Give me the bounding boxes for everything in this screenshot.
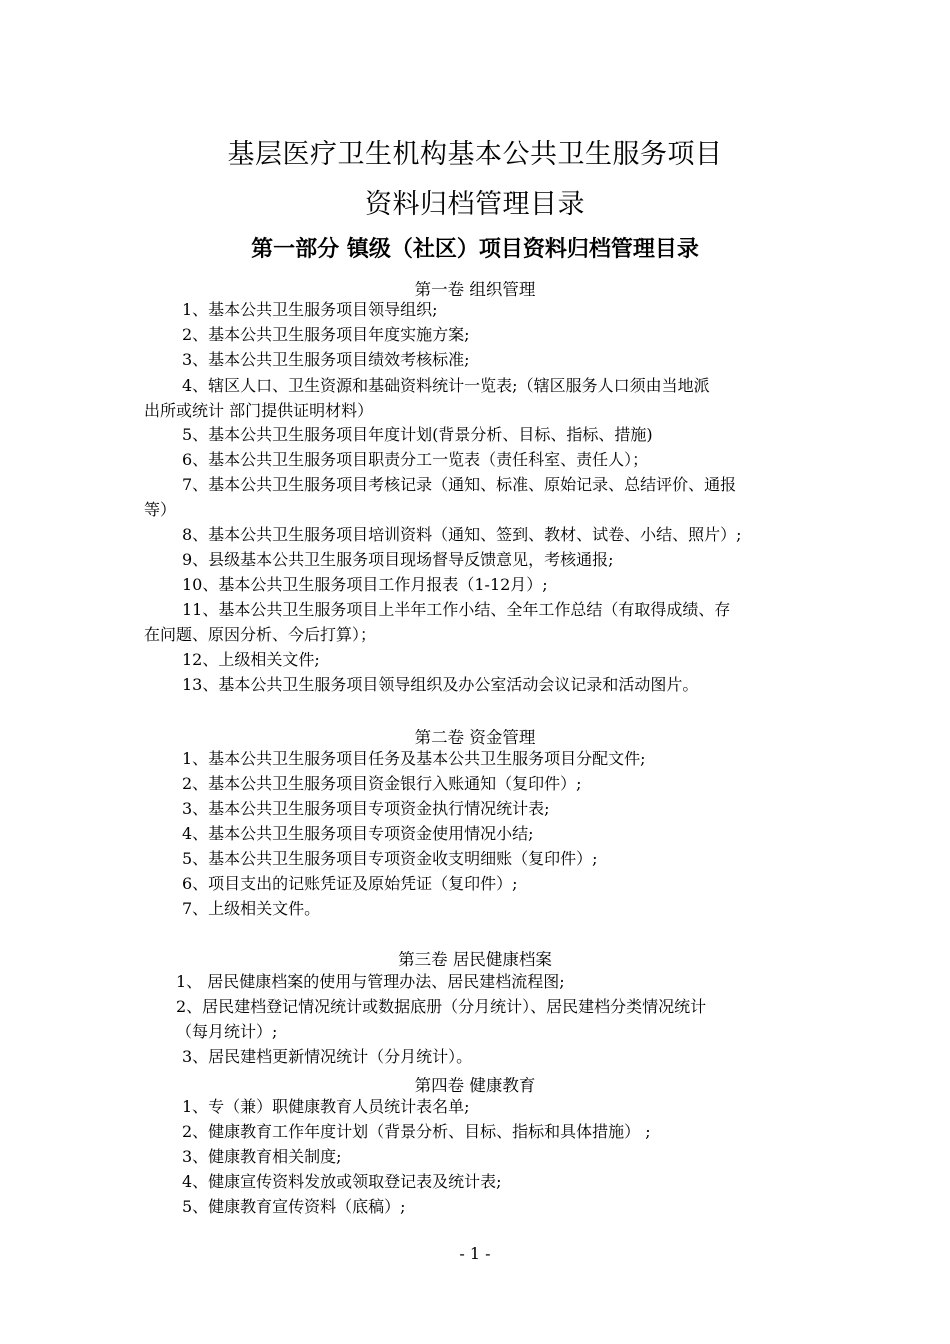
document-title-line2: 资料归档管理目录 — [365, 189, 585, 220]
volume-2-heading: 第二卷 资金管理 — [414, 728, 536, 747]
list-item: 12、上级相关文件; — [182, 650, 320, 669]
list-item: 1、基本公共卫生服务项目任务及基本公共卫生服务项目分配文件; — [182, 749, 646, 768]
list-item: 1、 居民健康档案的使用与管理办法、居民建档流程图; — [176, 972, 565, 991]
list-item: 10、基本公共卫生服务项目工作月报表（1-12月）; — [182, 575, 548, 594]
list-item: 7、基本公共卫生服务项目考核记录（通知、标准、原始记录、总结评价、通报 — [182, 475, 737, 494]
list-item: 3、基本公共卫生服务项目绩效考核标准; — [182, 350, 470, 369]
list-item: 3、居民建档更新情况统计（分月统计）。 — [182, 1047, 473, 1066]
document-title-line1: 基层医疗卫生机构基本公共卫生服务项目 — [227, 139, 723, 170]
list-item-continuation: 等） — [144, 500, 177, 519]
list-item: 6、基本公共卫生服务项目职责分工一览表（责任科室、责任人）； — [182, 450, 649, 469]
list-item: 5、健康教育宣传资料（底稿）; — [182, 1197, 406, 1216]
list-item: 3、健康教育相关制度; — [182, 1147, 342, 1166]
list-item: 2、基本公共卫生服务项目年度实施方案; — [182, 325, 470, 344]
list-item: 2、基本公共卫生服务项目资金银行入账通知（复印件）; — [182, 774, 582, 793]
volume-1-heading: 第一卷 组织管理 — [414, 280, 536, 299]
list-item: 5、基本公共卫生服务项目专项资金收支明细账（复印件）; — [182, 849, 598, 868]
list-item: 4、基本公共卫生服务项目专项资金使用情况小结; — [182, 824, 534, 843]
list-item: 2、居民建档登记情况统计或数据底册（分月统计）、居民建档分类情况统计 — [176, 997, 707, 1016]
list-item: 4、辖区人口、卫生资源和基础资料统计一览表;（辖区服务人口须由当地派 — [182, 376, 710, 395]
list-item: 2、健康教育工作年度计划（背景分析、目标、指标和具体措施） ; — [182, 1122, 651, 1141]
list-item-continuation: （每月统计）; — [176, 1022, 278, 1041]
list-item: 5、基本公共卫生服务项目年度计划(背景分析、目标、指标、措施) — [182, 425, 653, 444]
list-item: 6、项目支出的记账凭证及原始凭证（复印件）; — [182, 874, 518, 893]
volume-3-heading: 第三卷 居民健康档案 — [398, 950, 552, 969]
part-title: 第一部分 镇级（社区）项目资料归档管理目录 — [251, 237, 699, 262]
page-number: - 1 - — [459, 1244, 491, 1263]
list-item: 11、基本公共卫生服务项目上半年工作小结、全年工作总结（有取得成绩、存 — [182, 600, 731, 619]
list-item: 13、基本公共卫生服务项目领导组织及办公室活动会议记录和活动图片。 — [182, 675, 699, 694]
list-item: 3、基本公共卫生服务项目专项资金执行情况统计表; — [182, 799, 550, 818]
list-item: 9、县级基本公共卫生服务项目现场督导反馈意见，考核通报; — [182, 550, 614, 569]
list-item-continuation: 在问题、原因分析、今后打算）； — [144, 625, 377, 644]
list-item: 7、上级相关文件。 — [182, 899, 321, 918]
list-item: 1、专（兼）职健康教育人员统计表名单; — [182, 1097, 470, 1116]
list-item: 8、基本公共卫生服务项目培训资料（通知、签到、教材、试卷、小结、照片）; — [182, 525, 742, 544]
list-item: 4、健康宣传资料发放或领取登记表及统计表; — [182, 1172, 502, 1191]
list-item-continuation: 出所或统计 部门提供证明材料） — [144, 401, 374, 420]
list-item: 1、基本公共卫生服务项目领导组织; — [182, 300, 438, 319]
volume-4-heading: 第四卷 健康教育 — [414, 1076, 536, 1095]
